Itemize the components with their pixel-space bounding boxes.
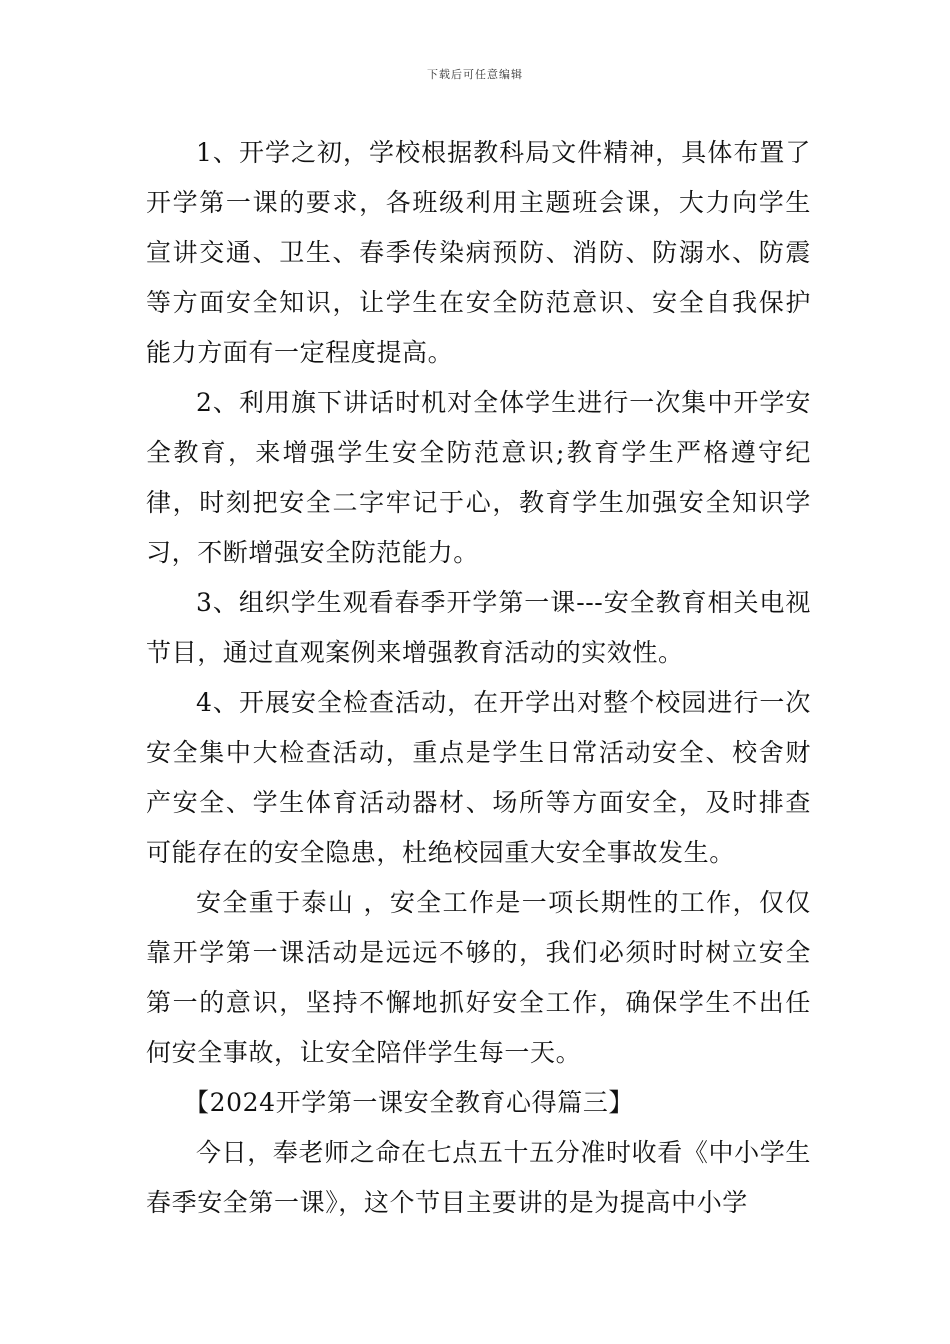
paragraph-summary: 安全重于泰山 ，安全工作是一项长期性的工作，仅仅靠开学第一课活动是远远不够的，我们必须时时树立安全第一的意识，坚持不懈地抓好安全工作，确保学生不出任何安全事故，让安全陪伴学生每一天。	[146, 888, 811, 1067]
paragraph-closing: 今日，奉老师之命在七点五十五分准时收看《中小学生春季安全第一课》，这个节目主要讲的是为提高中小学	[146, 1138, 811, 1217]
paragraph-2: 2、利用旗下讲话时机对全体学生进行一次集中开学安全教育，来增强学生安全防范意识;教育学生严格遵守纪律，时刻把安全二字牢记于心，教育学生加强安全知识学习，不断增强安全防范能力。	[146, 388, 811, 567]
paragraph-1: 1、开学之初，学校根据教科局文件精神，具体布置了开学第一课的要求，各班级利用主题班会课，大力向学生宣讲交通、卫生、春季传染病预防、消防、防溺水、防震等方面安全知识，让学生在安全防范意识、安全自我保护能力方面有一定程度提高。	[146, 138, 811, 367]
header-note: 下载后可任意编辑	[427, 68, 523, 81]
section-heading: 【2024开学第一课安全教育心得篇三】	[184, 1088, 635, 1117]
document-body	[146, 128, 811, 1228]
paragraph-3: 3、组织学生观看春季开学第一课---安全教育相关电视节目，通过直观案例来增强教育活动的实效性。	[146, 588, 811, 667]
paragraph-4: 4、开展安全检查活动，在开学出对整个校园进行一次安全集中大检查活动，重点是学生日常活动安全、校舍财产安全、学生体育活动器材、场所等方面安全，及时排查可能存在的安全隐患，杜绝校园重大安全事故发生。	[146, 688, 811, 867]
